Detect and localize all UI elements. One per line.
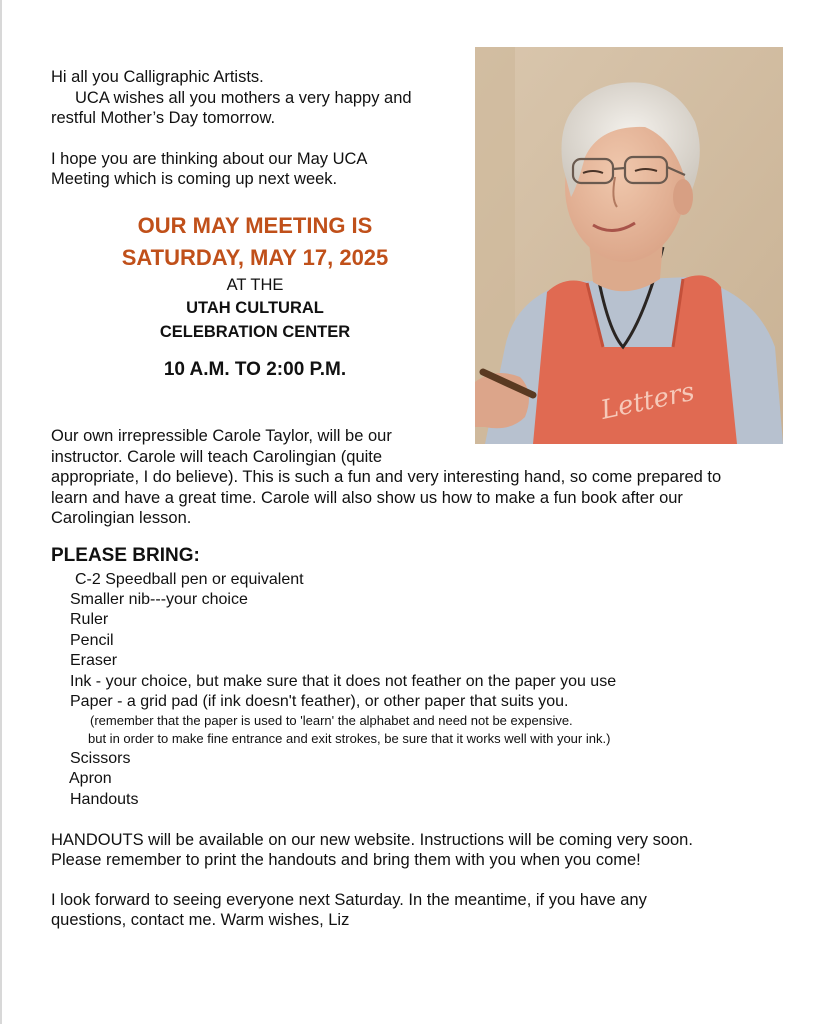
wishes-line-1: UCA wishes all you mothers a very happy and: [75, 89, 412, 107]
meeting-reminder: [51, 149, 367, 189]
bring-item: Pencil: [70, 632, 114, 649]
bring-item: Apron: [69, 770, 112, 787]
bring-item: Ruler: [70, 611, 109, 628]
bring-item: Smaller nib---your choice: [70, 591, 248, 608]
instructor-photo: [475, 47, 783, 444]
intro-line-3: appropriate, I do believe). This is such a fun and very interesting hand, so come prepared to: [51, 468, 722, 486]
meeting-date: SATURDAY, MAY 17, 2025: [121, 245, 389, 270]
meeting-time: 10 A.M. TO 2:00 P.M.: [163, 359, 347, 380]
closing-message: [51, 890, 647, 930]
venue-line-2: CELEBRATION CENTER: [159, 323, 351, 341]
apron-lettering: Letters: [598, 376, 698, 426]
hope-line-2: Meeting which is coming up next week.: [51, 170, 338, 188]
closing-line-1: I look forward to seeing everyone next Saturday. In the meantime, if you have any: [51, 891, 647, 909]
handouts-line-1: HANDOUTS will be available on our new website. Instructions will be coming very soon.: [51, 831, 693, 849]
meeting-heading-line-1: OUR MAY MEETING IS: [137, 213, 373, 238]
instructor-intro: [51, 426, 721, 529]
hope-line-1: I hope you are thinking about our May UCA: [51, 150, 368, 168]
paper-note-line-1: (remember that the paper is used to 'learn' the alphabet and need not be expensive.: [90, 713, 573, 728]
bring-item: Handouts: [70, 791, 139, 808]
handouts-notice: [51, 830, 693, 870]
bring-item: Paper - a grid pad (if ink doesn't feather), or other paper that suits you.: [70, 693, 569, 710]
closing-line-2: questions, contact me. Warm wishes, Liz: [51, 911, 350, 929]
please-bring-heading: PLEASE BRING:: [51, 545, 200, 566]
handouts-line-2: Please remember to print the handouts and bring them with you when you come!: [51, 851, 641, 869]
intro-line-5: Carolingian lesson.: [51, 509, 192, 527]
bring-item: Scissors: [70, 750, 131, 767]
wishes-line-2: restful Mother’s Day tomorrow.: [51, 109, 276, 127]
at-the-label: AT THE: [226, 276, 284, 294]
meeting-announcement: [40, 210, 470, 344]
instructor-portrait-illustration: [475, 47, 783, 444]
mothers-day-wishes: [51, 88, 412, 128]
intro-line-4: learn and have a great time. Carole will also show us how to make a fun book after our: [51, 488, 683, 507]
paper-note-line-2: but in order to make fine entrance and exit strokes, be sure that it works well with your ink.): [88, 731, 611, 746]
greeting-line: Hi all you Calligraphic Artists.: [51, 68, 264, 86]
bring-item: C-2 Speedball pen or equivalent: [75, 571, 304, 588]
bring-item: Ink - your choice, but make sure that it does not feather on the paper you use: [70, 673, 617, 690]
bring-item: Eraser: [70, 652, 118, 669]
venue-line-1: UTAH CULTURAL: [186, 299, 324, 317]
intro-line-1: Our own irrepressible Carole Taylor, will be our: [51, 427, 392, 445]
intro-line-2: instructor. Carole will teach Carolingian (quite: [51, 447, 383, 466]
